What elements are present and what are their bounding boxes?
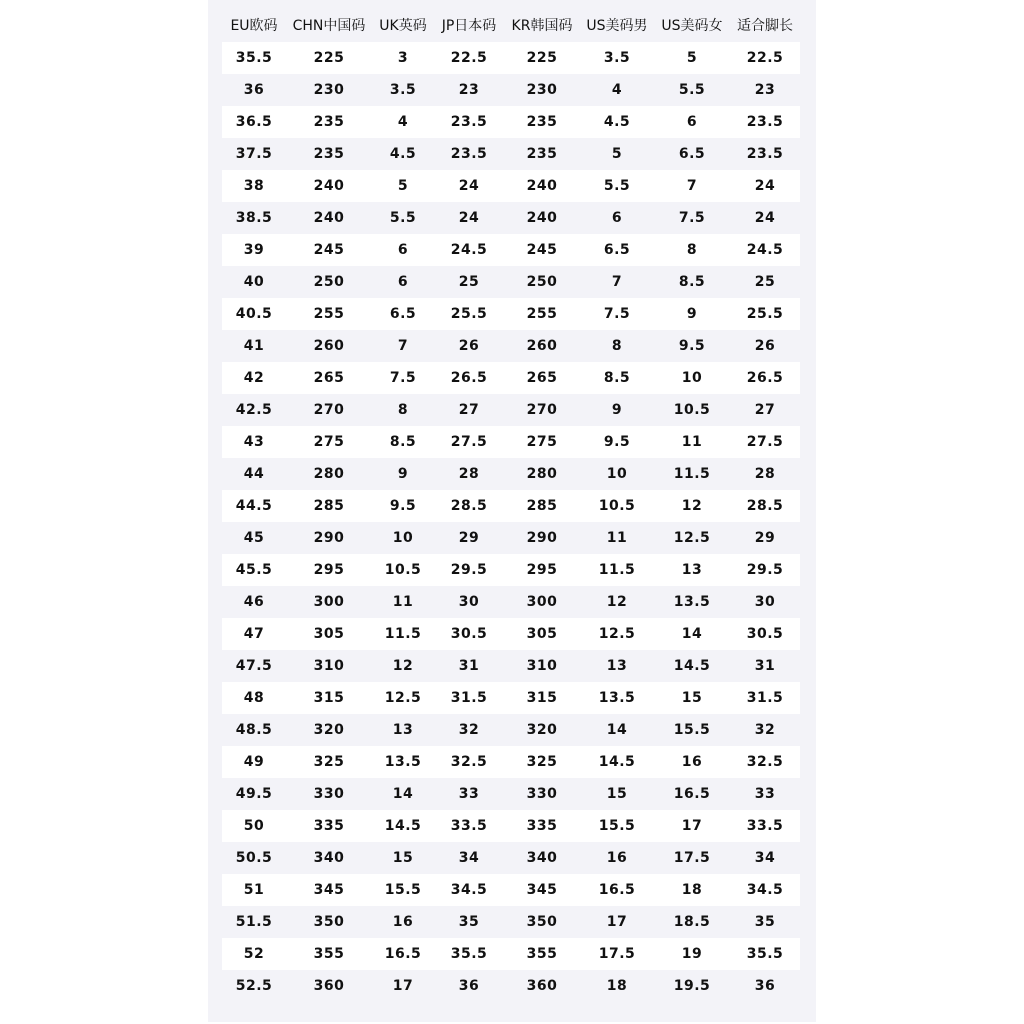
cell-uk: 4.5: [389, 146, 417, 162]
cell-us-men: 5: [611, 146, 623, 162]
cell-us-men: 12: [606, 594, 628, 610]
cell-uk: 3.5: [389, 82, 417, 98]
cell-eu: 38: [243, 178, 265, 194]
cell-jp: 23.5: [450, 146, 488, 162]
cell-chn: 230: [313, 82, 345, 98]
cell-us-women: 10.5: [673, 402, 711, 418]
cell-us-women: 7.5: [678, 210, 706, 226]
table-row: [222, 106, 800, 138]
cell-kr: 310: [526, 658, 558, 674]
cell-us-men: 7: [611, 274, 623, 290]
table-row: [222, 650, 800, 682]
cell-uk: 10: [392, 530, 414, 546]
cell-jp: 28.5: [450, 498, 488, 514]
cell-chn: 240: [313, 178, 345, 194]
cell-chn: 325: [313, 754, 345, 770]
cell-uk: 13.5: [384, 754, 422, 770]
cell-eu: 48: [243, 690, 265, 706]
cell-chn: 260: [313, 338, 345, 354]
cell-foot-length: 36: [754, 978, 776, 994]
cell-kr: 340: [526, 850, 558, 866]
cell-uk: 4: [397, 114, 409, 130]
cell-foot-length: 25: [754, 274, 776, 290]
cell-us-women: 9: [686, 306, 698, 322]
cell-jp: 25.5: [450, 306, 488, 322]
table-row: [222, 810, 800, 842]
cell-us-women: 18: [681, 882, 703, 898]
cell-foot-length: 28.5: [746, 498, 784, 514]
cell-jp: 23: [458, 82, 480, 98]
cell-kr: 350: [526, 914, 558, 930]
cell-chn: 240: [313, 210, 345, 226]
cell-kr: 240: [526, 178, 558, 194]
cell-us-men: 13.5: [598, 690, 636, 706]
cell-us-women: 12.5: [673, 530, 711, 546]
cell-foot-length: 24: [754, 178, 776, 194]
cell-eu: 44: [243, 466, 265, 482]
cell-foot-length: 22.5: [746, 50, 784, 66]
cell-eu: 51.5: [235, 914, 273, 930]
cell-eu: 42.5: [235, 402, 273, 418]
cell-us-men: 15.5: [598, 818, 636, 834]
cell-jp: 33: [458, 786, 480, 802]
header-uk: UK英码: [379, 18, 427, 34]
cell-kr: 235: [526, 114, 558, 130]
cell-us-women: 8.5: [678, 274, 706, 290]
cell-foot-length: 32: [754, 722, 776, 738]
cell-us-men: 5.5: [603, 178, 631, 194]
cell-kr: 265: [526, 370, 558, 386]
cell-chn: 275: [313, 434, 345, 450]
cell-kr: 315: [526, 690, 558, 706]
cell-jp: 32: [458, 722, 480, 738]
cell-jp: 24: [458, 210, 480, 226]
cell-uk: 15.5: [384, 882, 422, 898]
cell-us-women: 14.5: [673, 658, 711, 674]
cell-foot-length: 30: [754, 594, 776, 610]
cell-eu: 47: [243, 626, 265, 642]
cell-eu: 45.5: [235, 562, 273, 578]
table-row: [222, 426, 800, 458]
cell-kr: 295: [526, 562, 558, 578]
cell-kr: 320: [526, 722, 558, 738]
cell-uk: 5.5: [389, 210, 417, 226]
cell-us-men: 3.5: [603, 50, 631, 66]
cell-chn: 360: [313, 978, 345, 994]
cell-chn: 265: [313, 370, 345, 386]
cell-us-men: 9.5: [603, 434, 631, 450]
cell-foot-length: 31.5: [746, 690, 784, 706]
cell-us-women: 11: [681, 434, 703, 450]
cell-us-women: 9.5: [678, 338, 706, 354]
cell-uk: 6: [397, 242, 409, 258]
cell-us-women: 19: [681, 946, 703, 962]
cell-kr: 240: [526, 210, 558, 226]
cell-chn: 235: [313, 146, 345, 162]
cell-jp: 31.5: [450, 690, 488, 706]
cell-jp: 29.5: [450, 562, 488, 578]
table-row: [222, 906, 800, 938]
cell-us-men: 15: [606, 786, 628, 802]
cell-uk: 6: [397, 274, 409, 290]
cell-eu: 50: [243, 818, 265, 834]
cell-us-men: 4: [611, 82, 623, 98]
cell-us-women: 6.5: [678, 146, 706, 162]
cell-us-men: 12.5: [598, 626, 636, 642]
table-row: [222, 586, 800, 618]
cell-us-women: 13.5: [673, 594, 711, 610]
cell-foot-length: 24: [754, 210, 776, 226]
cell-foot-length: 33: [754, 786, 776, 802]
cell-us-men: 16.5: [598, 882, 636, 898]
cell-jp: 26: [458, 338, 480, 354]
table-row: [222, 330, 800, 362]
cell-us-men: 4.5: [603, 114, 631, 130]
cell-us-women: 7: [686, 178, 698, 194]
cell-jp: 29: [458, 530, 480, 546]
header-kr: KR韩国码: [511, 18, 573, 34]
cell-eu: 51: [243, 882, 265, 898]
cell-eu: 41: [243, 338, 265, 354]
cell-kr: 280: [526, 466, 558, 482]
cell-jp: 27.5: [450, 434, 488, 450]
cell-uk: 13: [392, 722, 414, 738]
cell-us-men: 18: [606, 978, 628, 994]
cell-eu: 36: [243, 82, 265, 98]
cell-chn: 330: [313, 786, 345, 802]
cell-kr: 255: [526, 306, 558, 322]
cell-foot-length: 33.5: [746, 818, 784, 834]
cell-eu: 49.5: [235, 786, 273, 802]
cell-us-men: 6.5: [603, 242, 631, 258]
cell-kr: 225: [526, 50, 558, 66]
cell-us-men: 11: [606, 530, 628, 546]
cell-foot-length: 23.5: [746, 146, 784, 162]
cell-foot-length: 35: [754, 914, 776, 930]
cell-jp: 30.5: [450, 626, 488, 642]
cell-us-men: 14.5: [598, 754, 636, 770]
cell-kr: 245: [526, 242, 558, 258]
table-row: [222, 266, 800, 298]
cell-kr: 360: [526, 978, 558, 994]
cell-us-men: 10: [606, 466, 628, 482]
cell-jp: 34: [458, 850, 480, 866]
cell-eu: 35.5: [235, 50, 273, 66]
cell-chn: 345: [313, 882, 345, 898]
cell-eu: 40.5: [235, 306, 273, 322]
cell-uk: 6.5: [389, 306, 417, 322]
table-header: [222, 10, 800, 40]
cell-kr: 285: [526, 498, 558, 514]
cell-us-women: 19.5: [673, 978, 711, 994]
cell-us-men: 14: [606, 722, 628, 738]
cell-foot-length: 23: [754, 82, 776, 98]
cell-jp: 24.5: [450, 242, 488, 258]
cell-us-women: 15.5: [673, 722, 711, 738]
cell-chn: 350: [313, 914, 345, 930]
table-row: [222, 298, 800, 330]
cell-jp: 34.5: [450, 882, 488, 898]
cell-us-men: 17: [606, 914, 628, 930]
cell-eu: 43: [243, 434, 265, 450]
header-foot-length: 适合脚长: [737, 18, 793, 34]
cell-foot-length: 26.5: [746, 370, 784, 386]
table-row: [222, 170, 800, 202]
cell-chn: 290: [313, 530, 345, 546]
table-row: [222, 42, 800, 74]
cell-jp: 35: [458, 914, 480, 930]
cell-us-men: 16: [606, 850, 628, 866]
cell-uk: 7.5: [389, 370, 417, 386]
cell-us-women: 15: [681, 690, 703, 706]
cell-chn: 235: [313, 114, 345, 130]
cell-jp: 30: [458, 594, 480, 610]
cell-jp: 28: [458, 466, 480, 482]
cell-jp: 25: [458, 274, 480, 290]
cell-uk: 8: [397, 402, 409, 418]
cell-foot-length: 27.5: [746, 434, 784, 450]
cell-uk: 15: [392, 850, 414, 866]
cell-eu: 52.5: [235, 978, 273, 994]
cell-foot-length: 25.5: [746, 306, 784, 322]
header-chn: CHN中国码: [292, 18, 366, 34]
cell-uk: 9.5: [389, 498, 417, 514]
cell-jp: 31: [458, 658, 480, 674]
cell-us-men: 17.5: [598, 946, 636, 962]
table-row: [222, 362, 800, 394]
cell-us-women: 8: [686, 242, 698, 258]
cell-us-men: 7.5: [603, 306, 631, 322]
cell-uk: 8.5: [389, 434, 417, 450]
cell-chn: 320: [313, 722, 345, 738]
cell-chn: 225: [313, 50, 345, 66]
table-row: [222, 74, 800, 106]
cell-jp: 24: [458, 178, 480, 194]
table-row: [222, 842, 800, 874]
cell-kr: 250: [526, 274, 558, 290]
table-row: [222, 938, 800, 970]
cell-us-women: 17.5: [673, 850, 711, 866]
cell-chn: 355: [313, 946, 345, 962]
cell-us-men: 11.5: [598, 562, 636, 578]
table-row: [222, 394, 800, 426]
cell-eu: 47.5: [235, 658, 273, 674]
cell-jp: 35.5: [450, 946, 488, 962]
cell-uk: 14: [392, 786, 414, 802]
cell-kr: 325: [526, 754, 558, 770]
table-row: [222, 490, 800, 522]
table-row: [222, 234, 800, 266]
cell-foot-length: 29.5: [746, 562, 784, 578]
cell-foot-length: 28: [754, 466, 776, 482]
cell-eu: 37.5: [235, 146, 273, 162]
cell-us-women: 16.5: [673, 786, 711, 802]
cell-foot-length: 32.5: [746, 754, 784, 770]
table-row: [222, 618, 800, 650]
cell-chn: 255: [313, 306, 345, 322]
cell-us-women: 5: [686, 50, 698, 66]
cell-chn: 300: [313, 594, 345, 610]
cell-chn: 315: [313, 690, 345, 706]
cell-eu: 46: [243, 594, 265, 610]
cell-uk: 5: [397, 178, 409, 194]
cell-eu: 45: [243, 530, 265, 546]
cell-jp: 27: [458, 402, 480, 418]
cell-kr: 335: [526, 818, 558, 834]
cell-chn: 270: [313, 402, 345, 418]
cell-kr: 305: [526, 626, 558, 642]
table-row: [222, 138, 800, 170]
table-row: [222, 522, 800, 554]
cell-kr: 290: [526, 530, 558, 546]
cell-kr: 235: [526, 146, 558, 162]
cell-foot-length: 27: [754, 402, 776, 418]
table-row: [222, 458, 800, 490]
header-jp: JP日本码: [441, 18, 497, 34]
cell-uk: 16: [392, 914, 414, 930]
cell-uk: 9: [397, 466, 409, 482]
table-row: [222, 746, 800, 778]
cell-chn: 305: [313, 626, 345, 642]
cell-eu: 49: [243, 754, 265, 770]
cell-us-women: 16: [681, 754, 703, 770]
cell-foot-length: 34.5: [746, 882, 784, 898]
cell-kr: 275: [526, 434, 558, 450]
cell-eu: 39: [243, 242, 265, 258]
cell-eu: 50.5: [235, 850, 273, 866]
cell-chn: 250: [313, 274, 345, 290]
cell-jp: 23.5: [450, 114, 488, 130]
cell-us-women: 13: [681, 562, 703, 578]
cell-chn: 310: [313, 658, 345, 674]
table-row: [222, 554, 800, 586]
cell-us-men: 9: [611, 402, 623, 418]
cell-kr: 330: [526, 786, 558, 802]
cell-jp: 22.5: [450, 50, 488, 66]
cell-eu: 48.5: [235, 722, 273, 738]
cell-us-women: 17: [681, 818, 703, 834]
cell-kr: 345: [526, 882, 558, 898]
header-eu: EU欧码: [230, 18, 278, 34]
cell-kr: 355: [526, 946, 558, 962]
cell-us-women: 5.5: [678, 82, 706, 98]
table-row: [222, 970, 800, 1002]
cell-foot-length: 24.5: [746, 242, 784, 258]
cell-uk: 3: [397, 50, 409, 66]
cell-eu: 38.5: [235, 210, 273, 226]
cell-us-women: 18.5: [673, 914, 711, 930]
cell-kr: 270: [526, 402, 558, 418]
cell-us-women: 10: [681, 370, 703, 386]
cell-foot-length: 26: [754, 338, 776, 354]
cell-uk: 14.5: [384, 818, 422, 834]
cell-chn: 335: [313, 818, 345, 834]
cell-uk: 10.5: [384, 562, 422, 578]
cell-chn: 295: [313, 562, 345, 578]
cell-jp: 32.5: [450, 754, 488, 770]
cell-uk: 12.5: [384, 690, 422, 706]
cell-foot-length: 29: [754, 530, 776, 546]
table-row: [222, 202, 800, 234]
table-body: [222, 42, 800, 1002]
cell-us-men: 13: [606, 658, 628, 674]
table-row: [222, 714, 800, 746]
cell-us-women: 14: [681, 626, 703, 642]
cell-chn: 245: [313, 242, 345, 258]
cell-eu: 36.5: [235, 114, 273, 130]
table-row: [222, 682, 800, 714]
cell-jp: 36: [458, 978, 480, 994]
cell-eu: 42: [243, 370, 265, 386]
cell-us-women: 12: [681, 498, 703, 514]
cell-us-men: 6: [611, 210, 623, 226]
cell-uk: 12: [392, 658, 414, 674]
cell-us-women: 6: [686, 114, 698, 130]
cell-eu: 44.5: [235, 498, 273, 514]
table-row: [222, 778, 800, 810]
table-row: [222, 874, 800, 906]
cell-us-women: 11.5: [673, 466, 711, 482]
cell-uk: 11: [392, 594, 414, 610]
cell-kr: 230: [526, 82, 558, 98]
cell-kr: 260: [526, 338, 558, 354]
cell-eu: 52: [243, 946, 265, 962]
cell-us-men: 8: [611, 338, 623, 354]
cell-chn: 340: [313, 850, 345, 866]
cell-uk: 17: [392, 978, 414, 994]
cell-uk: 11.5: [384, 626, 422, 642]
cell-foot-length: 30.5: [746, 626, 784, 642]
cell-chn: 285: [313, 498, 345, 514]
cell-eu: 40: [243, 274, 265, 290]
cell-chn: 280: [313, 466, 345, 482]
cell-jp: 26.5: [450, 370, 488, 386]
header-us-men: US美码男: [586, 18, 648, 34]
cell-foot-length: 35.5: [746, 946, 784, 962]
cell-foot-length: 34: [754, 850, 776, 866]
cell-uk: 16.5: [384, 946, 422, 962]
cell-jp: 33.5: [450, 818, 488, 834]
cell-us-men: 10.5: [598, 498, 636, 514]
cell-kr: 300: [526, 594, 558, 610]
header-us-women: US美码女: [661, 18, 723, 34]
cell-uk: 7: [397, 338, 409, 354]
cell-foot-length: 23.5: [746, 114, 784, 130]
cell-foot-length: 31: [754, 658, 776, 674]
cell-us-men: 8.5: [603, 370, 631, 386]
